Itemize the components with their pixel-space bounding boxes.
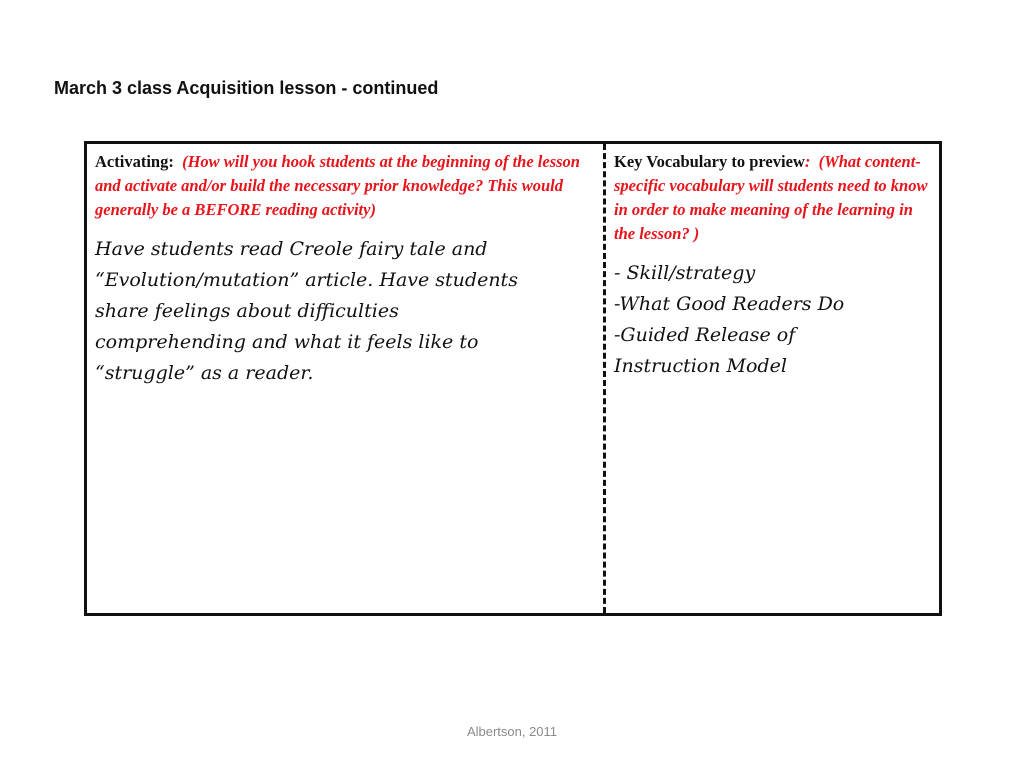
vocabulary-item: Instruction Model — [614, 355, 787, 377]
activating-answer-line: comprehending and what it feels like to — [95, 331, 479, 353]
slide-footer: Albertson, 2011 — [466, 724, 558, 739]
vocabulary-list — [614, 258, 931, 382]
activating-answer-line: Have students read Creole fairy tale and — [95, 238, 488, 260]
activating-answer-line: “struggle” as a reader. — [95, 362, 314, 384]
vocabulary-prompt — [614, 150, 931, 246]
activating-heading: Activating: — [95, 152, 174, 171]
vocabulary-question: (What content-specific vocabulary will students need to know in order to make meaning of the learning in the lesson? ) — [614, 152, 928, 243]
vocabulary-item: - Skill/strategy — [614, 262, 756, 284]
activating-answer-line: share feelings about difficulties — [95, 300, 399, 322]
vocabulary-cell — [606, 144, 939, 613]
vocabulary-heading: Key Vocabulary to preview — [614, 152, 805, 171]
activating-question: (How will you hook students at the beginning of the lesson and activate and/or build the necessary prior knowledge? This would generally be a BEFORE reading activity) — [95, 152, 580, 219]
slide-title: March 3 class Acquisition lesson - continued — [54, 78, 439, 98]
activating-answer — [95, 234, 597, 389]
activating-prompt — [95, 150, 597, 222]
vocabulary-item: -Guided Release of — [614, 324, 796, 346]
vocabulary-colon: : — [804, 152, 811, 171]
vocabulary-item: -What Good Readers Do — [614, 293, 845, 315]
lesson-planning-table — [84, 141, 942, 616]
activating-answer-line: “Evolution/mutation” article. Have students — [95, 269, 518, 291]
activating-cell — [87, 144, 606, 613]
